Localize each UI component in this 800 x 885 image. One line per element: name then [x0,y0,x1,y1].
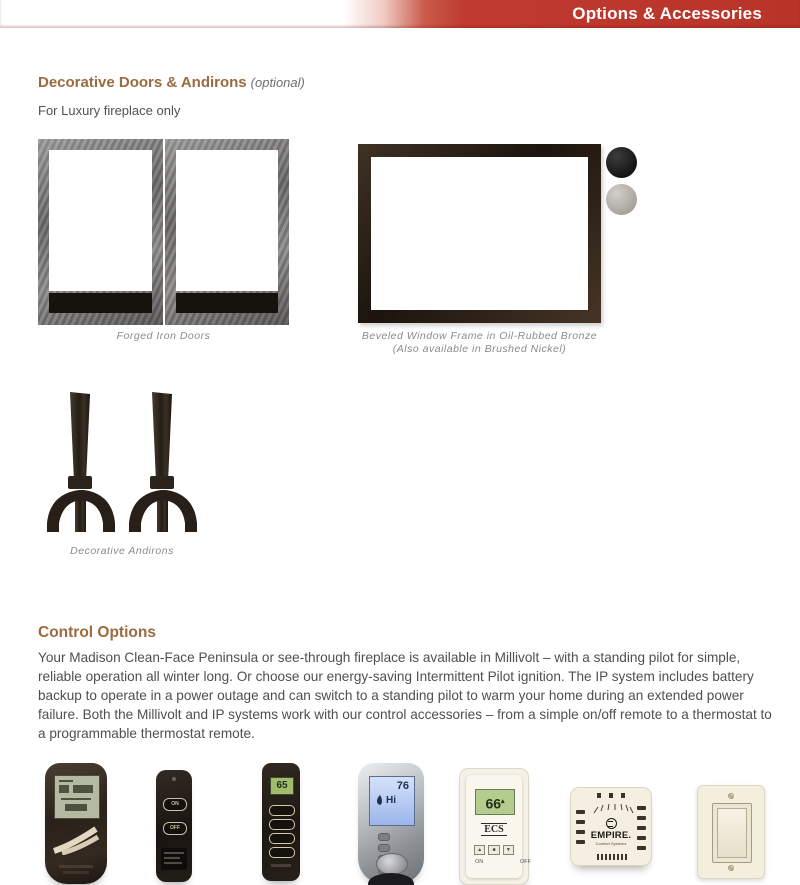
louver [637,846,646,850]
remote-base [368,873,414,885]
main-button [376,853,408,875]
oil-rubbed-bronze-swatch [606,147,637,178]
andirons-graphic [44,390,200,536]
screw-icon [728,865,734,871]
remote-button [269,847,295,858]
lcd-temperature: 66 [485,795,502,812]
empire-thermostat-image [570,787,652,866]
thermostat-lcd: 66▴ [475,789,515,815]
forged-doors-caption: Forged Iron Doors [116,330,211,342]
empire-brand-text: EMPIRE. [590,830,632,841]
temperature-remote-image [262,763,300,881]
andiron-left [47,392,115,532]
doors-section-heading [38,74,305,91]
ecs-wall-thermostat-image [459,768,529,885]
remote-branding [271,864,291,867]
remote-button [269,833,295,844]
door-sill [49,293,152,313]
remote-lcd-screen [54,775,100,819]
adjustment-lever [597,854,627,860]
rocker-switch [717,808,747,858]
control-section-heading: Control Options [38,624,156,641]
louver [576,810,585,814]
forged-door-left [38,139,163,325]
remote-button [269,819,295,830]
vent-slot [609,793,613,798]
beveled-frame-window [371,157,588,310]
remote-branding [63,871,89,874]
louver [576,820,585,824]
andirons-image [44,390,200,536]
wall-switch-image [697,785,765,879]
doors-heading-optional: (optional) [250,75,305,90]
remote-lcd-screen [369,776,415,826]
ecs-logo: ECS [466,823,522,836]
beveled-frame-image [358,144,601,323]
brushed-nickel-swatch [606,184,637,215]
indicator-dot [172,777,176,781]
beveled-frame-caption-line2: (Also available in Brushed Nickel) [392,343,567,355]
vent-slot [621,793,625,798]
louver [637,816,646,820]
onoff-labels: ON OFF [475,859,531,865]
thermostat-buttons: ▲ ■ ▼ [474,845,514,855]
flame-icon [376,795,384,806]
vent-slot [597,793,601,798]
screw-icon [728,793,734,799]
flame-swoosh-buttons [52,825,100,855]
empire-brand-subtext: Comfort Systems [595,841,627,846]
lcd-temperature: 76 [396,780,409,792]
forged-iron-doors-image [38,139,289,325]
page-title: Options & Accessories [572,4,762,23]
empire-logo-icon [606,818,617,829]
remote-lcd-screen: 65 [270,777,294,795]
andiron-right [129,392,197,532]
forged-door-right [165,139,290,325]
off-button-graphic: OFF [163,822,187,835]
louver [637,806,646,810]
door-sill [176,293,279,313]
andirons-caption: Decorative Andirons [70,545,174,557]
control-paragraph: Your Madison Clean-Face Peninsula or see-through fireplace is available in Millivolt – with a standing pilot for simple, reliable operation all winter long. Or choose our energy-saving Intermittent Pilot ignition. The IP system includes battery backup to operate in a power outage and can switch to a standing pilot to warm your home during an extended power failure. Both the Millivolt and IP systems work with our control accessories – from a simple on/off remote to a thermostat to a programmable thermostat remote. [38,650,772,741]
on-button-graphic: ON [163,798,187,811]
doors-heading-text: Decorative Doors & Andirons [38,74,247,91]
backlit-remote-image [358,763,424,884]
dial-scale [590,801,634,815]
doors-subtext: For Luxury fireplace only [38,103,181,118]
rocker-frame [712,803,752,863]
door-window [49,150,152,291]
thermostat-body [466,775,531,878]
door-window [176,150,279,291]
remote-label [161,848,187,870]
remote-buttons [378,833,404,849]
beveled-frame-caption-line1: Beveled Window Frame in Oil-Rubbed Bronze [361,330,598,342]
header-banner [0,0,800,28]
on-off-remote-image [156,770,192,882]
programmable-remote-image [45,763,107,884]
remote-button [269,805,295,816]
remote-branding [59,865,93,868]
lcd-mode: Hi [386,795,396,806]
